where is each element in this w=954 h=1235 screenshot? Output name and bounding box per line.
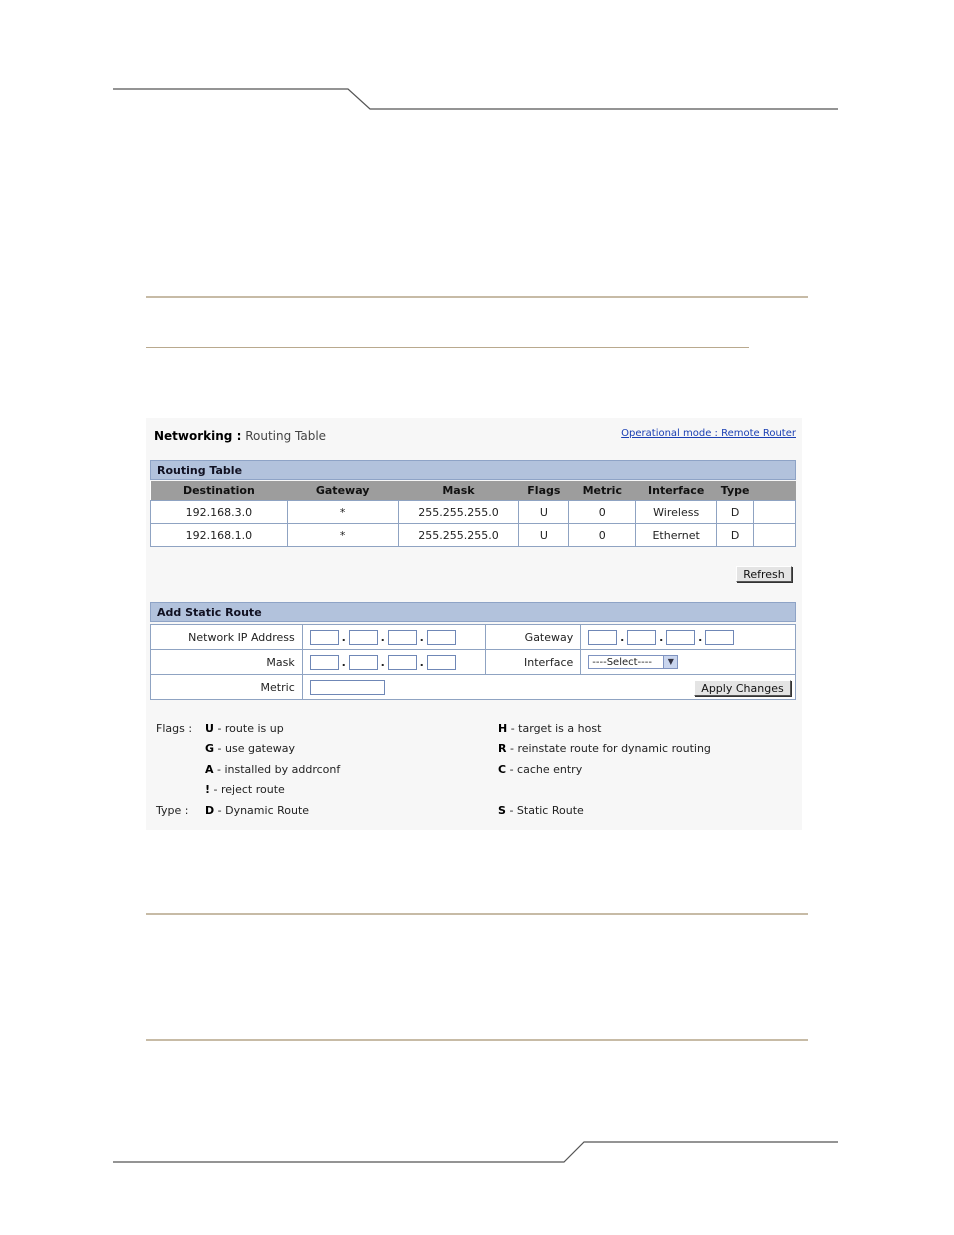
legend-item: R - reinstate route for dynamic routing: [498, 742, 711, 755]
legend-item: U - route is up: [205, 722, 284, 735]
legend-item: ! - reject route: [205, 783, 285, 796]
section-divider: [146, 296, 808, 298]
cell-metric: 0: [569, 524, 636, 547]
chevron-down-icon[interactable]: ▼: [663, 656, 677, 668]
cell-destination: 192.168.1.0: [151, 524, 288, 547]
legend-item: S - Static Route: [498, 804, 584, 817]
cell-type: D: [717, 501, 754, 524]
network-ip-octet-4[interactable]: [427, 630, 456, 645]
mask-octet-4[interactable]: [427, 655, 456, 670]
routing-table-screen: [146, 418, 802, 830]
gateway-octet-3[interactable]: [666, 630, 695, 645]
column-header: Type: [717, 481, 754, 501]
refresh-button[interactable]: Refresh: [736, 566, 792, 582]
breadcrumb-page: Routing Table: [245, 429, 327, 443]
caption-underline: [146, 347, 749, 348]
metric-input[interactable]: [310, 680, 385, 695]
cell-metric: 0: [569, 501, 636, 524]
interface-selected-value: ----Select----: [592, 657, 652, 668]
network-ip-field: . . .: [302, 625, 486, 650]
legend-item: A - installed by addrconf: [205, 763, 341, 776]
gateway-field: . . .: [581, 625, 796, 650]
section-divider: [146, 1039, 808, 1041]
cell-blank: [754, 501, 796, 524]
mask-label: Mask: [151, 650, 303, 675]
gateway-octet-2[interactable]: [627, 630, 656, 645]
column-header: Metric: [569, 481, 636, 501]
interface-field: [581, 650, 796, 675]
column-header: Mask: [398, 481, 519, 501]
column-header: Interface: [636, 481, 717, 501]
apply-changes-button[interactable]: Apply Changes: [694, 680, 791, 696]
legend-item: D - Dynamic Route: [205, 804, 310, 817]
cell-interface: Wireless: [636, 501, 717, 524]
column-header-blank: [754, 481, 796, 501]
legend-item: C - cache entry: [498, 763, 583, 776]
network-ip-octet-2[interactable]: [349, 630, 378, 645]
page-header-rule: [0, 0, 954, 120]
legend-item: G - use gateway: [205, 742, 296, 755]
cell-gateway: *: [287, 501, 398, 524]
cell-interface: Ethernet: [636, 524, 717, 547]
flags-label: Flags :: [156, 722, 193, 735]
column-header: Flags: [519, 481, 569, 501]
cell-mask: 255.255.255.0: [398, 501, 519, 524]
mask-field: . . .: [302, 650, 486, 675]
cell-flags: U: [519, 501, 569, 524]
cell-mask: 255.255.255.0: [398, 524, 519, 547]
routing-table-heading: Routing Table: [150, 460, 796, 480]
type-label: Type :: [156, 804, 189, 817]
network-ip-octet-3[interactable]: [388, 630, 417, 645]
mask-octet-2[interactable]: [349, 655, 378, 670]
table-row: [151, 524, 796, 547]
operational-mode-link[interactable]: Operational mode : Remote Router: [621, 428, 796, 439]
gateway-octet-1[interactable]: [588, 630, 617, 645]
table-row: [151, 501, 796, 524]
section-divider: [146, 913, 808, 915]
cell-type: D: [717, 524, 754, 547]
gateway-octet-4[interactable]: [705, 630, 734, 645]
network-ip-octet-1[interactable]: [310, 630, 339, 645]
static-route-heading: Add Static Route: [150, 602, 796, 622]
breadcrumb-section: Networking :: [154, 429, 242, 443]
page-title: [154, 429, 326, 443]
form-row: [151, 650, 796, 675]
metric-label: Metric: [151, 675, 303, 700]
cell-gateway: *: [287, 524, 398, 547]
form-row: [151, 625, 796, 650]
gateway-label: Gateway: [486, 625, 581, 650]
mask-octet-1[interactable]: [310, 655, 339, 670]
legend-item: H - target is a host: [498, 722, 602, 735]
routing-table: [150, 481, 796, 547]
interface-select[interactable]: [588, 655, 678, 669]
interface-label: Interface: [486, 650, 581, 675]
page-footer-rule: [0, 1130, 954, 1180]
column-header: Destination: [151, 481, 288, 501]
cell-destination: 192.168.3.0: [151, 501, 288, 524]
table-header-row: [151, 481, 796, 501]
cell-blank: [754, 524, 796, 547]
mask-octet-3[interactable]: [388, 655, 417, 670]
network-ip-label: Network IP Address: [151, 625, 303, 650]
cell-flags: U: [519, 524, 569, 547]
column-header: Gateway: [287, 481, 398, 501]
